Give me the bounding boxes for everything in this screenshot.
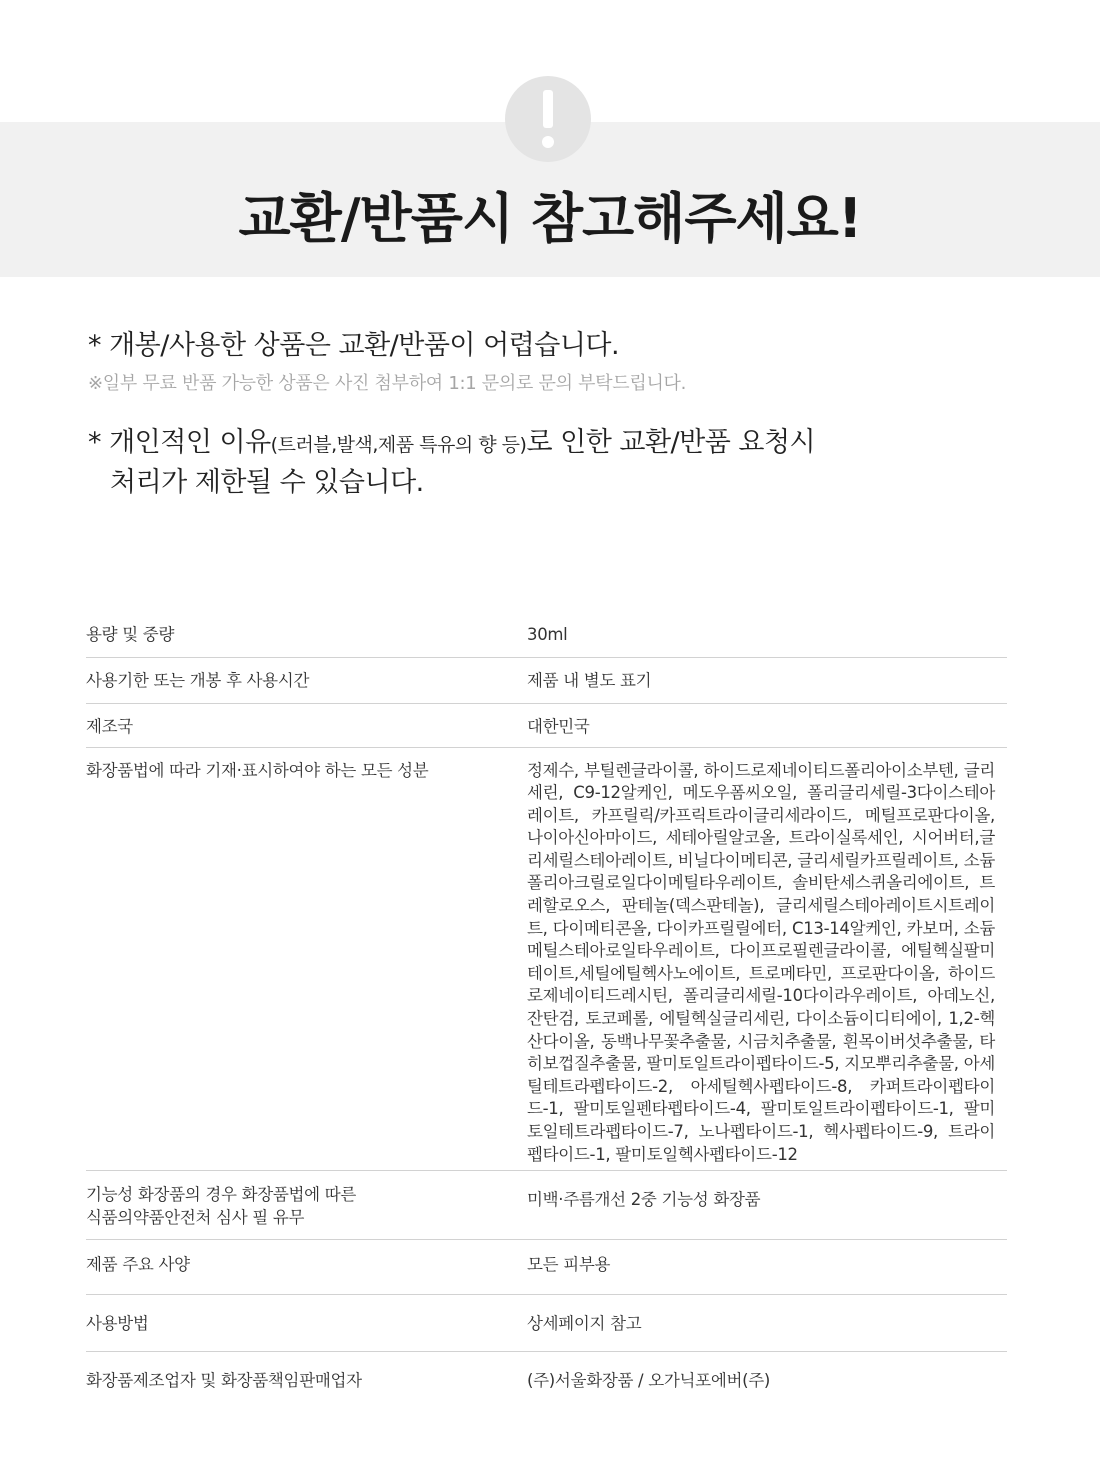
notice-personal-suffix: 로 인한 교환/반품 요청시 [526, 427, 816, 458]
spec-value-spec: 모든 피부용 [527, 1254, 611, 1274]
spec-value-origin: 대한민국 [527, 716, 590, 736]
spec-value-manufacturer: (주)서울화장품 / 오가닉포에버(주) [527, 1370, 771, 1390]
spec-value-expiry: 제품 내 별도 표기 [527, 670, 652, 690]
spec-label-usage: 사용방법 [86, 1313, 149, 1333]
notice-personal-line2: 처리가 제한될 수 있습니다. [110, 467, 424, 498]
table-row [86, 1294, 1007, 1351]
spec-label-functional-line2: 식품의약품안전처 심사 필 유무 [86, 1207, 305, 1227]
notice-personal-prefix: * 개인적인 이유 [88, 427, 271, 458]
exclamation-icon [505, 76, 591, 162]
table-row [86, 747, 1007, 1170]
table-row [86, 1239, 1007, 1294]
spec-label-ingredients: 화장품법에 따라 기재·표시하여야 하는 모든 성분 [86, 760, 429, 780]
spec-label-spec: 제품 주요 사양 [86, 1254, 190, 1274]
notice-free-return-note: ※일부 무료 반품 가능한 상품은 사진 첨부하여 1:1 문의로 문의 부탁드립니다. [88, 373, 687, 394]
spec-label-functional-line1: 기능성 화장품의 경우 화장품법에 따른 [86, 1184, 357, 1204]
notice-opened-items: * 개봉/사용한 상품은 교환/반품이 어렵습니다. [88, 330, 620, 361]
table-row [86, 612, 1007, 657]
table-row [86, 1351, 1007, 1411]
spec-label-manufacturer: 화장품제조업자 및 화장품책임판매업자 [86, 1370, 362, 1390]
spec-label-origin: 제조국 [86, 716, 133, 736]
spec-label-functional [86, 1171, 527, 1229]
table-row [86, 1170, 1007, 1239]
spec-label-expiry: 사용기한 또는 개봉 후 사용시간 [86, 670, 310, 690]
page-title: 교환/반품시 참고해주세요! [238, 187, 862, 250]
spec-value-usage: 상세페이지 참고 [527, 1313, 642, 1333]
spec-value-functional: 미백·주름개선 2중 기능성 화장품 [527, 1189, 761, 1209]
product-spec-table [86, 612, 1007, 1411]
spec-value-volume: 30ml [527, 625, 568, 644]
notice-personal-reasons [88, 424, 815, 502]
table-row [86, 657, 1007, 703]
table-row [86, 703, 1007, 747]
spec-label-volume: 용량 및 중량 [86, 625, 175, 644]
notice-personal-paren: (트러블,발색,제품 특유의 향 등) [270, 434, 527, 456]
spec-value-ingredients: 정제수, 부틸렌글라이콜, 하이드로제네이티드폴리아이소부텐, 글리세린, C9-12알케인, 메도우폼씨오일, 폴리글리세릴-3다이스테아레이트, 카프릴릭/카프릭트라이글리세라이드, 메틸프로판다이올, 나이아신아마이드, 세테아릴알코올, 트라이실록세인, 시어버터,글리세릴스테아레이트, 비닐다이메티콘, 글리세릴카프릴레이트, 소듐폴리아크릴로일다이메틸타우레이트, 솔비탄세스퀴올리에이트, 트레할로오스, 판테놀(덱스판테놀), 글리세릴스테아레이트시트레이트, 다이메티콘올, 다이카프릴릴에터, C13-14알케인, 카보머, 소듐메틸스테아로일타우레이트, 다이프로필렌글라이콜, 에틸헥실팔미테이트,세틸에틸헥사노에이트, 트로메타민, 프로판다이올, 하이드로제네이티드레시틴, 폴리글리세릴-10다이라우레이트, 아데노신, 잔탄검, 토코페롤, 에틸헥실글리세린, 다이소듐이디티에이, 1,2-헥산다이올, 동백나무꽃추출물, 시금치추출물, 흰목이버섯추출물, 타히보껍질추출물, 팔미토일트라이펩타이드-5, 지모뿌리추출물, 아세틸테트라펩타이드-2, 아세틸헥사펩타이드-8, 카퍼트라이펩타이드-1, 팔미토일펜타펩타이드-4, 팔미토일트라이펩타이드-1, 팔미토일테트라펩타이드-7, 노나펩타이드-1, 헥사펩타이드-9, 트라이펩타이드-1, 팔미토일헥사펩타이드-12 [527, 760, 995, 1164]
exclamation-mark [542, 90, 554, 148]
